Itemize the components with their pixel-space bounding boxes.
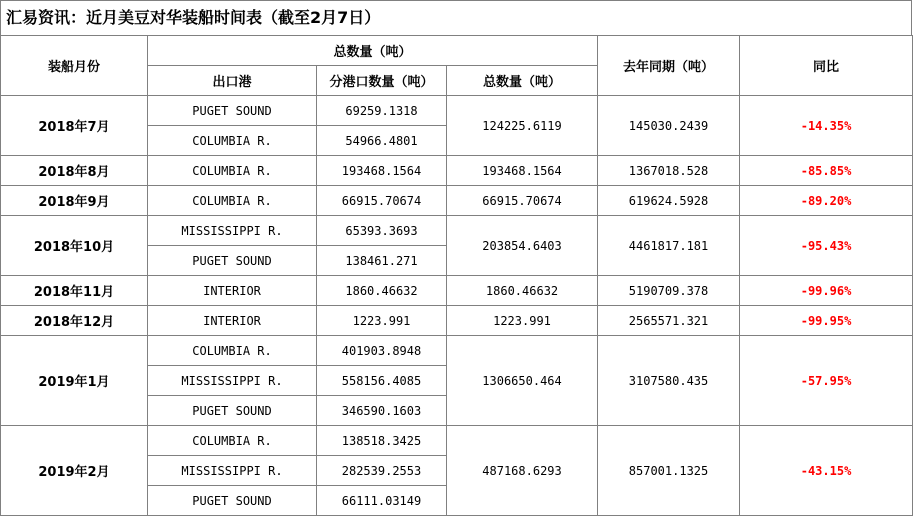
export-port: MISSISSIPPI R. — [148, 216, 317, 246]
export-port: COLUMBIA R. — [148, 156, 317, 186]
export-port: PUGET SOUND — [148, 486, 317, 516]
export-port: COLUMBIA R. — [148, 336, 317, 366]
shipment-month: 2018年11月 — [1, 276, 148, 306]
yoy-change: -99.95% — [740, 306, 913, 336]
table-row — [1, 426, 913, 456]
total-quantity: 66915.70674 — [447, 186, 598, 216]
shipment-month: 2018年9月 — [1, 186, 148, 216]
export-port: PUGET SOUND — [148, 96, 317, 126]
page-title: 汇易资讯：近月美豆对华装船时间表（截至2月7日） — [0, 0, 912, 36]
export-port: MISSISSIPPI R. — [148, 366, 317, 396]
shipment-table — [0, 35, 913, 516]
header-port-qty: 分港口数量（吨） — [317, 66, 447, 96]
shipment-month: 2018年10月 — [1, 216, 148, 276]
port-quantity: 54966.4801 — [317, 126, 447, 156]
port-quantity: 558156.4085 — [317, 366, 447, 396]
header-month: 装船月份 — [1, 36, 148, 96]
table-row — [1, 276, 913, 306]
total-quantity: 203854.6403 — [447, 216, 598, 276]
shipment-month: 2018年7月 — [1, 96, 148, 156]
yoy-change: -57.95% — [740, 336, 913, 426]
export-port: MISSISSIPPI R. — [148, 456, 317, 486]
last-year-quantity: 5190709.378 — [598, 276, 740, 306]
last-year-quantity: 619624.5928 — [598, 186, 740, 216]
total-quantity: 1860.46632 — [447, 276, 598, 306]
total-quantity: 1306650.464 — [447, 336, 598, 426]
yoy-change: -43.15% — [740, 426, 913, 516]
last-year-quantity: 2565571.321 — [598, 306, 740, 336]
port-quantity: 66915.70674 — [317, 186, 447, 216]
last-year-quantity: 857001.1325 — [598, 426, 740, 516]
total-quantity: 1223.991 — [447, 306, 598, 336]
port-quantity: 193468.1564 — [317, 156, 447, 186]
header-port: 出口港 — [148, 66, 317, 96]
last-year-quantity: 4461817.181 — [598, 216, 740, 276]
port-quantity: 65393.3693 — [317, 216, 447, 246]
port-quantity: 138518.3425 — [317, 426, 447, 456]
shipment-month: 2018年8月 — [1, 156, 148, 186]
total-quantity: 193468.1564 — [447, 156, 598, 186]
total-quantity: 124225.6119 — [447, 96, 598, 156]
shipment-month: 2019年1月 — [1, 336, 148, 426]
yoy-change: -89.20% — [740, 186, 913, 216]
last-year-quantity: 3107580.435 — [598, 336, 740, 426]
export-port: COLUMBIA R. — [148, 126, 317, 156]
header-last-year: 去年同期（吨） — [598, 36, 740, 96]
port-quantity: 1860.46632 — [317, 276, 447, 306]
export-port: PUGET SOUND — [148, 396, 317, 426]
port-quantity: 66111.03149 — [317, 486, 447, 516]
last-year-quantity: 145030.2439 — [598, 96, 740, 156]
port-quantity: 401903.8948 — [317, 336, 447, 366]
yoy-change: -95.43% — [740, 216, 913, 276]
last-year-quantity: 1367018.528 — [598, 156, 740, 186]
port-quantity: 346590.1603 — [317, 396, 447, 426]
export-port: COLUMBIA R. — [148, 186, 317, 216]
header-yoy: 同比 — [740, 36, 913, 96]
export-port: INTERIOR — [148, 276, 317, 306]
table-row — [1, 96, 913, 126]
port-quantity: 69259.1318 — [317, 96, 447, 126]
table-row — [1, 306, 913, 336]
port-quantity: 1223.991 — [317, 306, 447, 336]
header-row — [1, 36, 913, 66]
header-total-group: 总数量（吨） — [148, 36, 598, 66]
port-quantity: 138461.271 — [317, 246, 447, 276]
shipment-month: 2019年2月 — [1, 426, 148, 516]
export-port: COLUMBIA R. — [148, 426, 317, 456]
table-row — [1, 186, 913, 216]
table-row — [1, 216, 913, 246]
yoy-change: -99.96% — [740, 276, 913, 306]
export-port: PUGET SOUND — [148, 246, 317, 276]
table-row — [1, 336, 913, 366]
table-row — [1, 156, 913, 186]
shipment-month: 2018年12月 — [1, 306, 148, 336]
yoy-change: -14.35% — [740, 96, 913, 156]
header-total: 总数量（吨） — [447, 66, 598, 96]
port-quantity: 282539.2553 — [317, 456, 447, 486]
export-port: INTERIOR — [148, 306, 317, 336]
total-quantity: 487168.6293 — [447, 426, 598, 516]
yoy-change: -85.85% — [740, 156, 913, 186]
